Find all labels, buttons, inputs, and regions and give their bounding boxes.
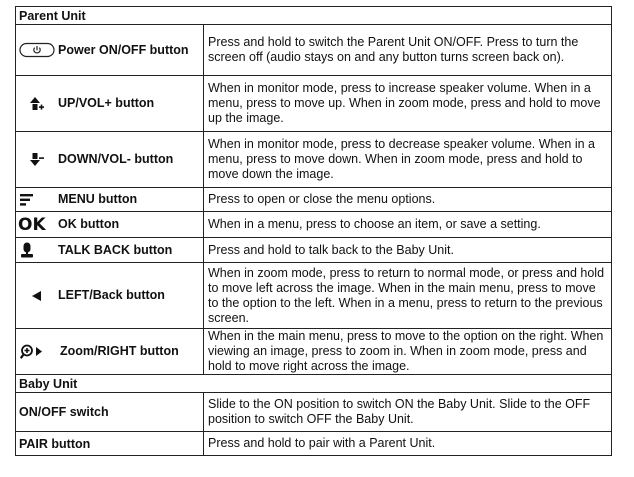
row-description: When in the main menu, press to move to the option on the right. When viewing an image, press to zoom in. When in zoom mode, press and hold to move right across the image. [204,329,612,375]
table-row [16,393,612,432]
key-cell [16,329,204,375]
row-description: Slide to the ON position to switch ON the Baby Unit. Slide to the OFF position to switch OFF the Baby Unit. [204,393,612,432]
down-vol-minus-icon [16,151,58,169]
row-label: Zoom/RIGHT button [60,344,179,358]
section-title: Parent Unit [16,7,612,25]
row-description: When in a menu, press to choose an item, or save a setting. [204,212,612,238]
microphone-icon [16,242,58,258]
key-cell [16,132,204,188]
row-description: Press and hold to switch the Parent Unit ON/OFF. Press to turn the screen off (audio stays on and any button turns screen back on). [204,25,612,76]
row-description: Press to open or close the menu options. [204,188,612,212]
table-row [16,238,612,263]
row-description: Press and hold to pair with a Parent Unit. [204,432,612,456]
section-header-baby-unit [16,375,612,393]
row-label: PAIR button [16,432,204,456]
row-description: When in monitor mode, press to decrease speaker volume. When in a menu, press to move down. When in zoom mode, press and hold to move down the image. [204,132,612,188]
row-label: ON/OFF switch [16,393,204,432]
row-label: OK button [58,217,120,231]
key-cell [16,188,204,212]
row-description: When in zoom mode, press to return to normal mode, or press and hold to move left across the image. When in the main menu, press to move to the option to the left. When in a menu, press to return to the previous screen. [204,263,612,329]
zoom-right-icon [16,344,60,360]
table-row [16,188,612,212]
table-row [16,132,612,188]
key-cell [16,25,204,76]
key-cell [16,263,204,329]
row-description: When in monitor mode, press to increase speaker volume. When in a menu, press to move up. When in zoom mode, press and hold to move up the image. [204,76,612,132]
table-row [16,25,612,76]
row-label: Power ON/OFF button [58,42,189,57]
section-header-parent-unit [16,7,612,25]
controls-table [15,6,612,456]
table-row [16,329,612,375]
section-title: Baby Unit [16,375,612,393]
table-row [16,432,612,456]
row-label: MENU button [58,192,138,206]
row-label: TALK BACK button [58,242,173,257]
row-label: DOWN/VOL- button [58,152,174,166]
row-label: LEFT/Back button [58,288,165,302]
key-cell [16,212,204,238]
table-row [16,212,612,238]
key-cell [16,76,204,132]
power-button-icon [16,42,58,58]
table-row [16,76,612,132]
key-cell [16,238,204,263]
left-arrow-icon [16,290,58,302]
row-label: UP/VOL+ button [58,96,155,110]
table-row [16,263,612,329]
row-description: Press and hold to talk back to the Baby Unit. [204,238,612,263]
up-vol-plus-icon [16,95,58,113]
ok-icon: OK [18,214,46,235]
menu-icon [16,194,58,206]
